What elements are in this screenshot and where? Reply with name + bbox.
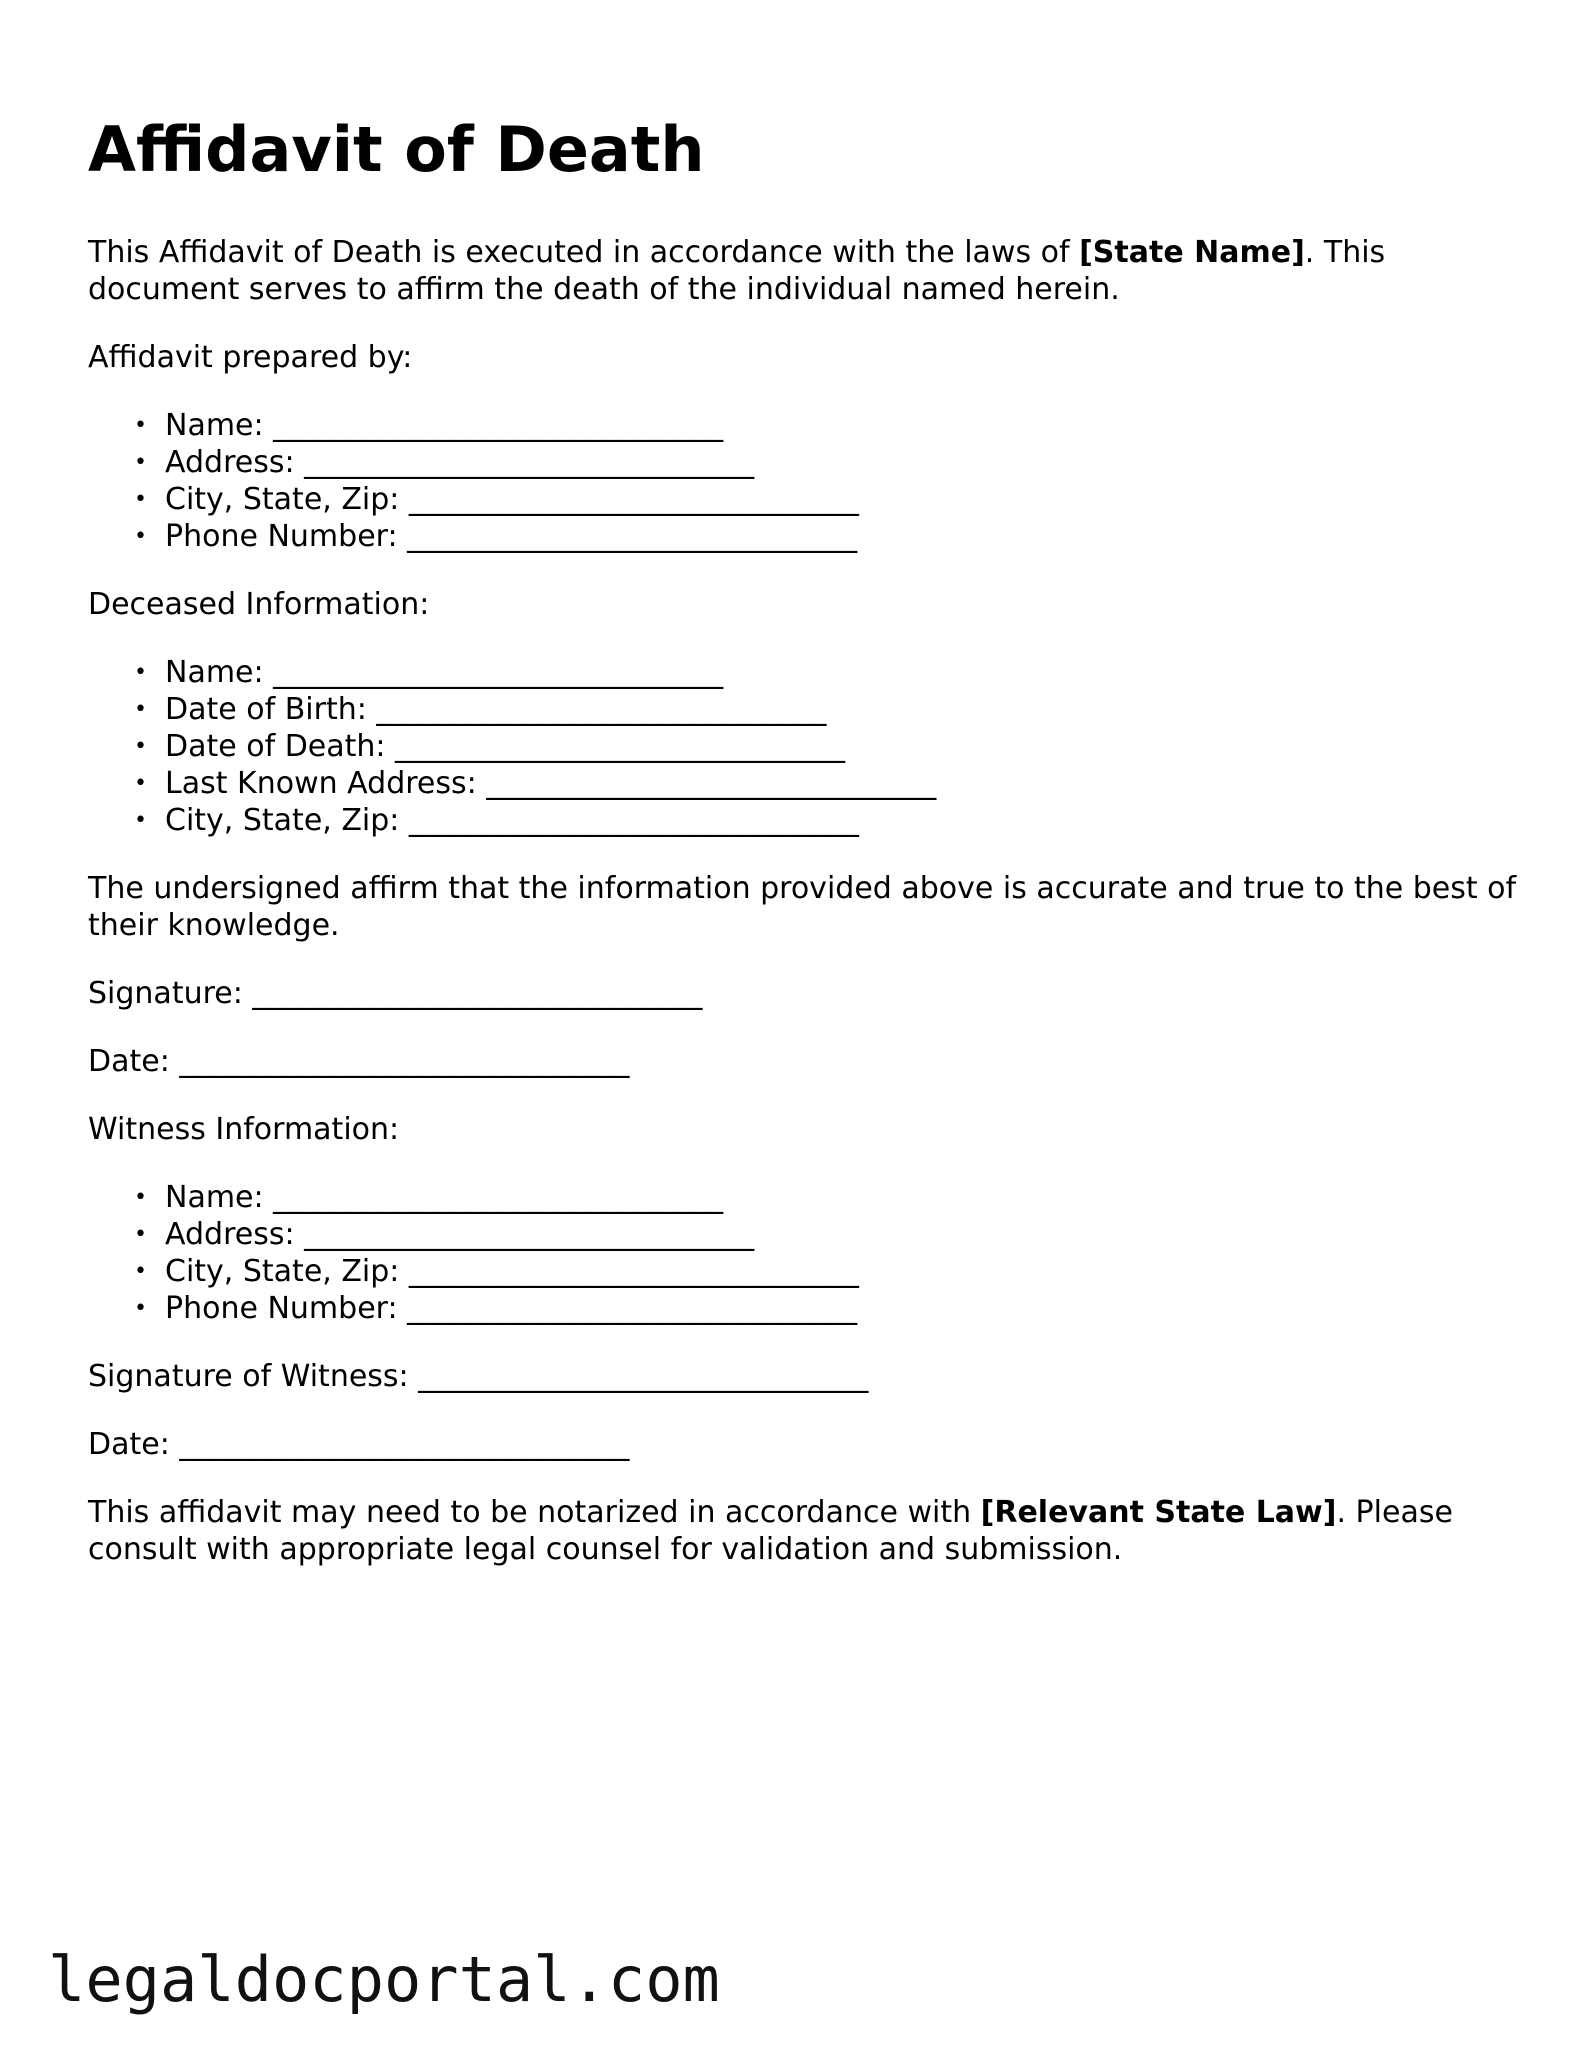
list-item: [134, 518, 1518, 555]
bullet-icon: •: [134, 524, 147, 549]
bullet-icon: •: [134, 660, 147, 685]
witness-date-line: Date: ______________________________: [88, 1427, 630, 1462]
list-item: [134, 654, 1518, 691]
preparer-name-field: Name: ______________________________: [165, 408, 724, 443]
list-item: [134, 481, 1518, 518]
list-item: [134, 1290, 1518, 1327]
list-item: [134, 444, 1518, 481]
bullet-icon: •: [134, 1222, 147, 1247]
bullet-icon: •: [134, 734, 147, 759]
preparer-phone-field: Phone Number: ______________________________: [165, 519, 858, 554]
intro-text-end: . This document serves to affirm the death of the individual named herein.: [88, 235, 1386, 307]
bullet-icon: •: [134, 1296, 147, 1321]
preparer-list: [88, 407, 1518, 555]
bullet-icon: •: [134, 771, 147, 796]
list-item: [134, 802, 1518, 839]
deceased-birth-field: Date of Birth: ______________________________: [165, 692, 827, 727]
witness-name-field: Name: ______________________________: [165, 1180, 724, 1215]
notary-text-end: . Please consult with appropriate legal counsel for validation and submission.: [88, 1495, 1453, 1567]
intro-paragraph: [88, 234, 1518, 308]
document-title: Affidavit of Death: [88, 113, 705, 186]
date-line: Date: ______________________________: [88, 1044, 630, 1079]
intro-text: This Affidavit of Death is executed in accordance with the laws of: [88, 235, 1080, 270]
site-watermark: legaldocportal.com: [48, 1943, 720, 2016]
witness-list: [88, 1179, 1518, 1327]
state-name-placeholder: [State Name]: [1079, 235, 1305, 270]
list-item: [134, 728, 1518, 765]
affirmation-paragraph: The undersigned affirm that the information provided above is accurate and true to the best of their knowledge.: [88, 871, 1517, 943]
witness-heading: Witness Information:: [88, 1112, 400, 1147]
signature-line: Signature: ______________________________: [88, 976, 703, 1011]
bullet-icon: •: [134, 808, 147, 833]
deceased-city-field: City, State, Zip: ______________________________: [165, 803, 859, 838]
relevant-law-placeholder: [Relevant State Law]: [980, 1495, 1337, 1530]
deceased-name-field: Name: ______________________________: [165, 655, 724, 690]
deceased-list: [88, 654, 1518, 839]
bullet-icon: •: [134, 450, 147, 475]
bullet-icon: •: [134, 697, 147, 722]
list-item: [134, 1253, 1518, 1290]
witness-city-field: City, State, Zip: ______________________________: [165, 1254, 859, 1289]
witness-signature-line: Signature of Witness: ______________________________: [88, 1359, 869, 1394]
list-item: [134, 1216, 1518, 1253]
deceased-death-field: Date of Death: ______________________________: [165, 729, 846, 764]
notary-paragraph: [88, 1494, 1518, 1568]
deceased-address-field: Last Known Address: ______________________________: [165, 766, 937, 801]
deceased-heading: Deceased Information:: [88, 587, 430, 622]
bullet-icon: •: [134, 1259, 147, 1284]
preparer-heading: Affidavit prepared by:: [88, 340, 413, 375]
preparer-address-field: Address: ______________________________: [165, 445, 755, 480]
list-item: [134, 407, 1518, 444]
witness-phone-field: Phone Number: ______________________________: [165, 1291, 858, 1326]
bullet-icon: •: [134, 1185, 147, 1210]
list-item: [134, 691, 1518, 728]
witness-address-field: Address: ______________________________: [165, 1217, 755, 1252]
list-item: [134, 1179, 1518, 1216]
notary-text: This affidavit may need to be notarized in accordance with: [88, 1495, 981, 1530]
preparer-city-field: City, State, Zip: ______________________________: [165, 482, 859, 517]
bullet-icon: •: [134, 487, 147, 512]
document-page: [88, 108, 1518, 1599]
bullet-icon: •: [134, 413, 147, 438]
list-item: [134, 765, 1518, 802]
